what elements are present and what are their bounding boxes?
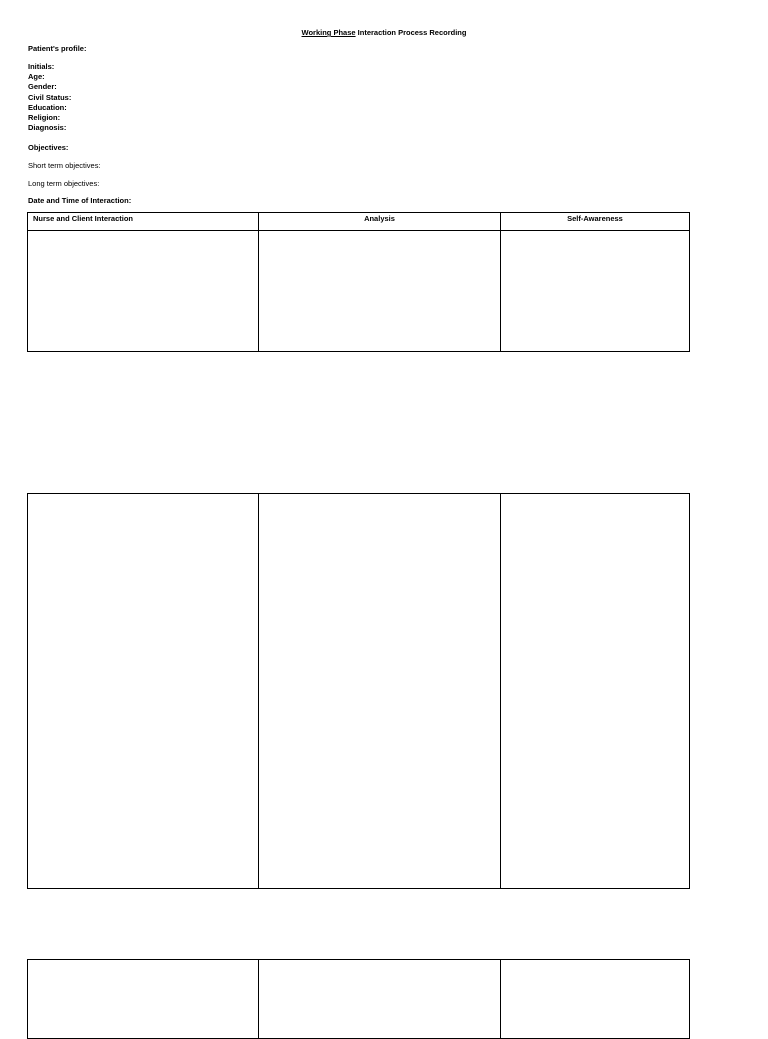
title-underlined: Working Phase (301, 28, 356, 37)
column-divider (500, 960, 501, 1038)
page-title (0, 28, 768, 38)
column-divider (500, 494, 501, 888)
profile-heading: Patient's profile: (28, 44, 87, 53)
process-recording-table-continued-2 (27, 959, 690, 1039)
field-age: Age: (28, 72, 45, 81)
field-diagnosis: Diagnosis: (28, 123, 67, 132)
title-rest: Interaction Process Recording (355, 28, 467, 37)
header-nurse-client-interaction: Nurse and Client Interaction (33, 214, 134, 223)
header-row-divider (28, 230, 689, 231)
objectives-heading: Objectives: (28, 143, 69, 152)
header-analysis: Analysis (364, 214, 395, 223)
short-term-objectives: Short term objectives: (28, 161, 101, 170)
column-divider (258, 494, 259, 888)
column-divider (258, 960, 259, 1038)
field-gender: Gender: (28, 82, 57, 91)
process-recording-table-continued (27, 493, 690, 889)
field-initials: Initials: (28, 62, 55, 71)
field-education: Education: (28, 103, 67, 112)
field-religion: Religion: (28, 113, 61, 122)
process-recording-table (27, 212, 690, 352)
column-divider (500, 213, 501, 351)
header-self-awareness: Self-Awareness (567, 214, 623, 223)
date-time-of-interaction: Date and Time of Interaction: (28, 196, 132, 205)
long-term-objectives: Long term objectives: (28, 179, 100, 188)
column-divider (258, 213, 259, 351)
field-civil-status: Civil Status: (28, 93, 72, 102)
